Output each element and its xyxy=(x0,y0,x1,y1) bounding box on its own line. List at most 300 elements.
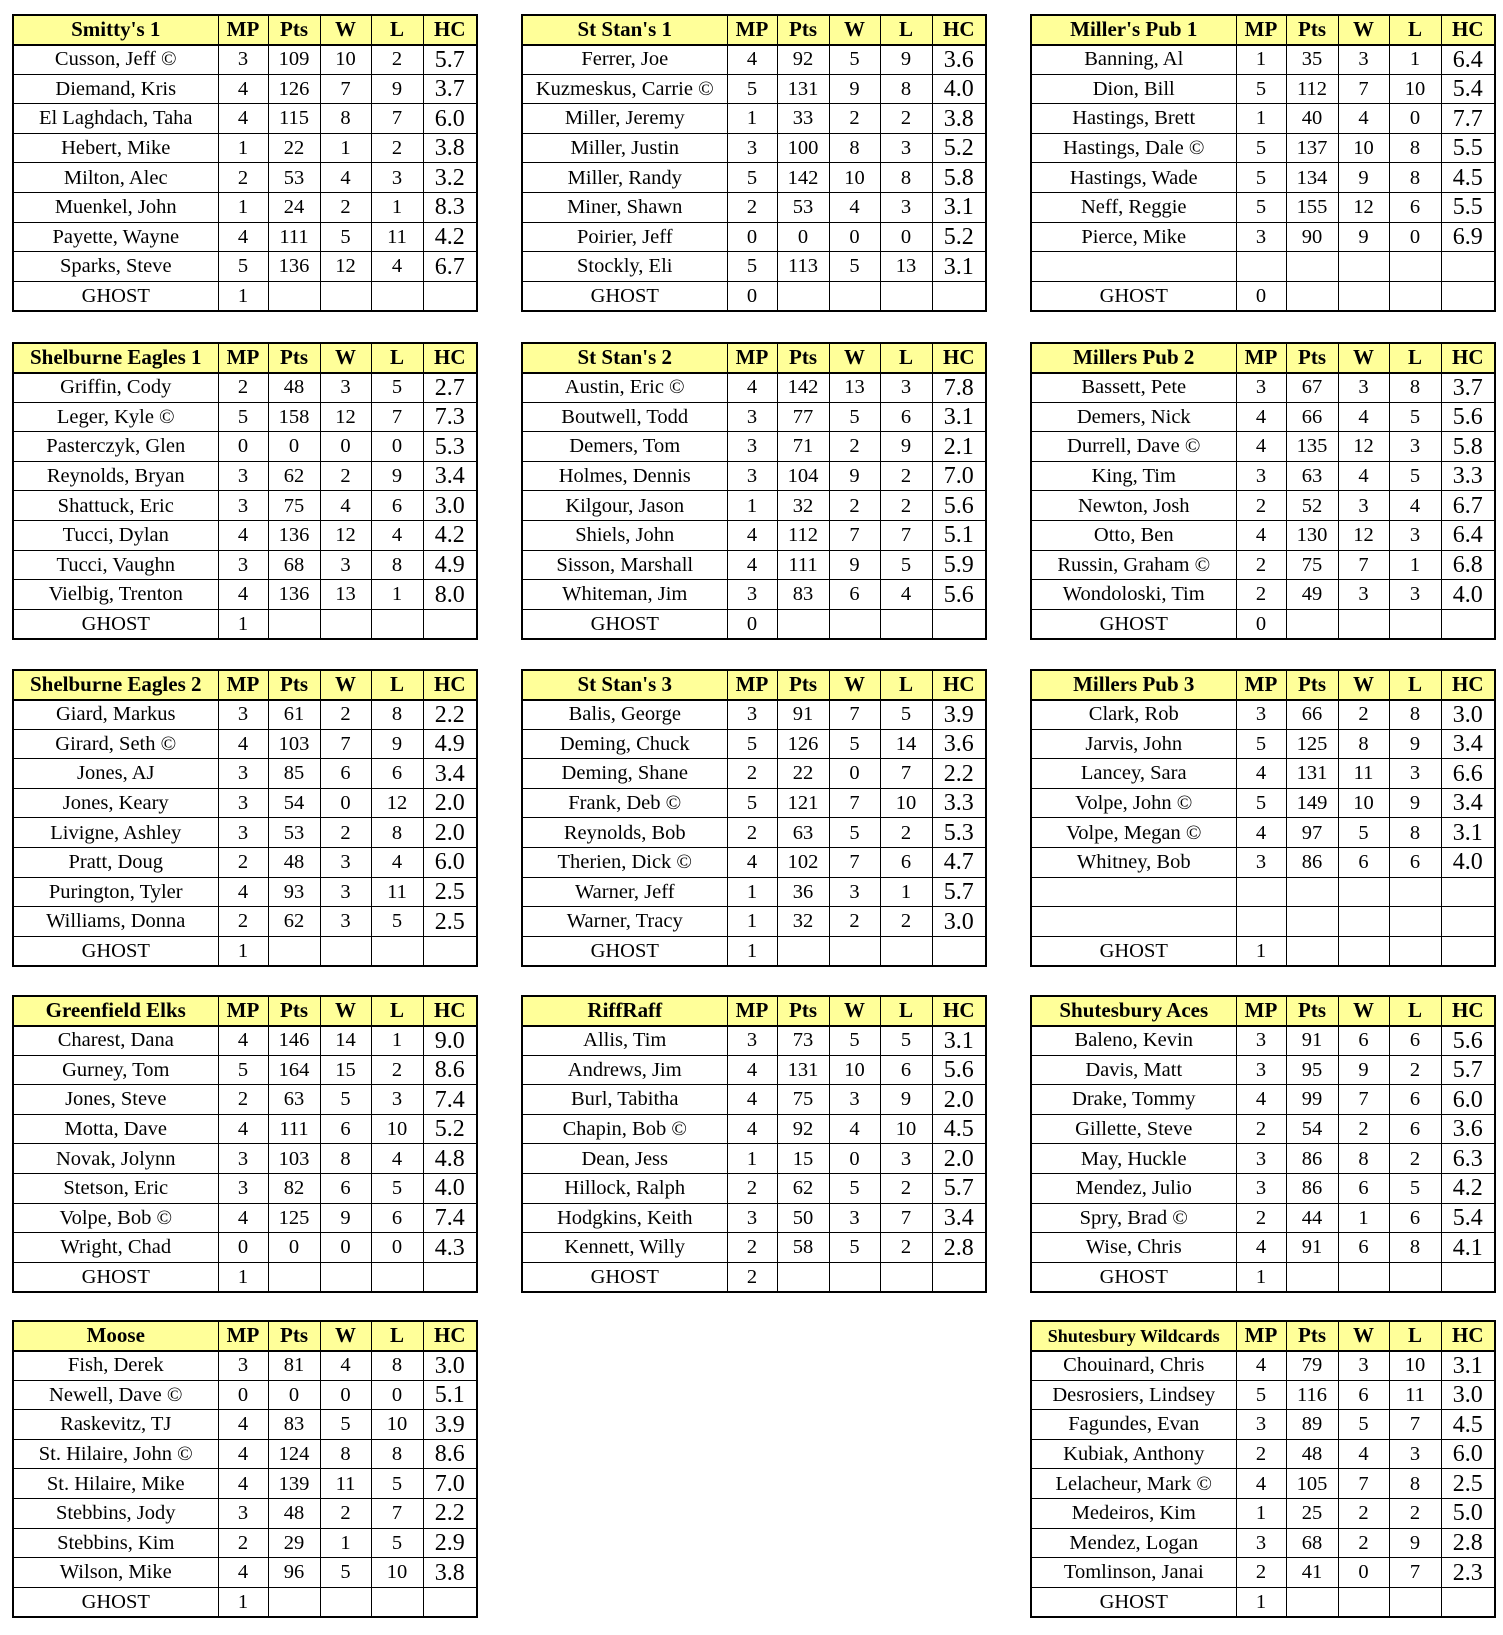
stat-pts: 22 xyxy=(268,133,320,163)
stat-l xyxy=(1389,877,1441,907)
team-name: St Stan's 2 xyxy=(522,343,727,373)
stat-hc xyxy=(423,1262,477,1292)
player-name: Allis, Tim xyxy=(522,1026,727,1056)
stat-hc: 2.0 xyxy=(932,1085,986,1115)
team-table-shelburne-eagles-2 xyxy=(12,669,478,967)
player-row xyxy=(13,222,477,252)
stat-pts: 0 xyxy=(268,1233,320,1263)
stat-hc: 7.0 xyxy=(932,461,986,491)
player-row xyxy=(13,1469,477,1499)
column-header-pts: Pts xyxy=(1286,1321,1338,1351)
player-row xyxy=(13,877,477,907)
player-row xyxy=(522,877,986,907)
player-name: Stebbins, Kim xyxy=(13,1528,218,1558)
stat-mp: 3 xyxy=(218,1144,268,1174)
stat-l: 5 xyxy=(1389,461,1441,491)
stat-pts xyxy=(1286,936,1338,966)
player-row xyxy=(13,104,477,134)
player-row xyxy=(13,1114,477,1144)
player-name: Burl, Tabitha xyxy=(522,1085,727,1115)
player-row xyxy=(13,700,477,730)
stat-l: 4 xyxy=(1389,491,1441,521)
stat-w xyxy=(320,1587,371,1617)
stat-pts: 58 xyxy=(777,1233,829,1263)
stat-mp: 4 xyxy=(218,1469,268,1499)
column-header-l: L xyxy=(1389,1321,1441,1351)
stat-hc: 2.5 xyxy=(1441,1469,1495,1499)
stat-l xyxy=(371,1262,423,1292)
player-row xyxy=(13,1026,477,1056)
stat-l: 6 xyxy=(1389,193,1441,223)
player-row xyxy=(1031,373,1495,403)
stat-l: 4 xyxy=(371,848,423,878)
ghost-row xyxy=(13,281,477,311)
player-name: Miller, Jeremy xyxy=(522,104,727,134)
stat-pts: 125 xyxy=(1286,729,1338,759)
player-row xyxy=(13,402,477,432)
player-name: Davis, Matt xyxy=(1031,1055,1236,1085)
ghost-row xyxy=(1031,281,1495,311)
stat-mp: 2 xyxy=(727,1233,777,1263)
stat-hc: 2.2 xyxy=(423,1499,477,1529)
stat-w xyxy=(1338,1262,1389,1292)
stat-w: 10 xyxy=(829,1055,880,1085)
player-name: Pasterczyk, Glen xyxy=(13,432,218,462)
stat-pts: 73 xyxy=(777,1026,829,1056)
stat-l xyxy=(1389,281,1441,311)
stat-pts: 82 xyxy=(268,1174,320,1204)
stat-hc: 3.3 xyxy=(932,788,986,818)
column-header-mp: MP xyxy=(1236,670,1286,700)
player-name: Payette, Wayne xyxy=(13,222,218,252)
stat-mp: 2 xyxy=(1236,1439,1286,1469)
ghost-row xyxy=(522,609,986,639)
stat-pts: 66 xyxy=(1286,700,1338,730)
stat-pts: 139 xyxy=(268,1469,320,1499)
player-name: Kennett, Willy xyxy=(522,1233,727,1263)
player-row xyxy=(1031,252,1495,282)
player-name: Tomlinson, Janai xyxy=(1031,1558,1236,1588)
stat-hc: 6.4 xyxy=(1441,45,1495,75)
player-name: Baleno, Kevin xyxy=(1031,1026,1236,1056)
stat-l: 3 xyxy=(371,1085,423,1115)
stat-hc: 8.6 xyxy=(423,1439,477,1469)
team-name: St Stan's 1 xyxy=(522,15,727,45)
stat-w: 13 xyxy=(320,580,371,610)
player-row xyxy=(13,521,477,551)
stat-hc: 5.8 xyxy=(932,163,986,193)
player-row xyxy=(522,133,986,163)
player-name: Lancey, Sara xyxy=(1031,759,1236,789)
stat-w: 6 xyxy=(1338,1026,1389,1056)
stat-w xyxy=(829,609,880,639)
player-row xyxy=(1031,163,1495,193)
stat-pts: 135 xyxy=(1286,432,1338,462)
stat-hc: 4.0 xyxy=(1441,580,1495,610)
stat-hc: 2.0 xyxy=(423,788,477,818)
stat-l: 0 xyxy=(371,432,423,462)
column-header-w: W xyxy=(1338,1321,1389,1351)
stat-mp: 3 xyxy=(1236,461,1286,491)
stat-w: 4 xyxy=(829,193,880,223)
stat-w: 0 xyxy=(320,1380,371,1410)
stat-l: 8 xyxy=(371,1439,423,1469)
stat-mp: 3 xyxy=(218,45,268,75)
stat-l: 10 xyxy=(371,1558,423,1588)
team-table-moose xyxy=(12,1320,478,1618)
stat-pts xyxy=(1286,907,1338,937)
player-name: Ferrer, Joe xyxy=(522,45,727,75)
stat-w: 8 xyxy=(1338,1144,1389,1174)
stat-hc: 2.8 xyxy=(932,1233,986,1263)
stat-hc: 3.7 xyxy=(1441,373,1495,403)
stat-w: 7 xyxy=(829,788,880,818)
stat-mp: 3 xyxy=(218,700,268,730)
stat-w: 2 xyxy=(320,193,371,223)
player-row xyxy=(1031,133,1495,163)
stat-hc xyxy=(1441,1262,1495,1292)
stat-hc: 6.0 xyxy=(1441,1085,1495,1115)
team-table-smitty-s-1 xyxy=(12,14,478,312)
stat-hc: 4.5 xyxy=(932,1114,986,1144)
player-name: GHOST xyxy=(1031,609,1236,639)
player-name: Hastings, Brett xyxy=(1031,104,1236,134)
player-name: Balis, George xyxy=(522,700,727,730)
stat-pts: 62 xyxy=(268,461,320,491)
stat-hc xyxy=(423,609,477,639)
stat-pts: 91 xyxy=(1286,1026,1338,1056)
stat-w: 6 xyxy=(1338,848,1389,878)
player-name: Gurney, Tom xyxy=(13,1055,218,1085)
stat-l: 5 xyxy=(371,1528,423,1558)
player-row xyxy=(13,1174,477,1204)
stat-l: 11 xyxy=(371,222,423,252)
stat-w: 10 xyxy=(1338,788,1389,818)
stat-mp: 4 xyxy=(218,74,268,104)
player-name: Andrews, Jim xyxy=(522,1055,727,1085)
column-header-mp: MP xyxy=(1236,15,1286,45)
stat-w: 6 xyxy=(829,580,880,610)
stat-w: 2 xyxy=(1338,1528,1389,1558)
stat-hc: 5.9 xyxy=(932,550,986,580)
stat-l: 9 xyxy=(371,729,423,759)
player-row xyxy=(522,252,986,282)
stat-mp: 4 xyxy=(1236,402,1286,432)
player-row xyxy=(13,491,477,521)
column-header-hc: HC xyxy=(423,996,477,1026)
stat-l: 9 xyxy=(1389,729,1441,759)
player-row xyxy=(522,729,986,759)
player-name: Kuzmeskus, Carrie © xyxy=(522,74,727,104)
player-name: GHOST xyxy=(1031,1262,1236,1292)
stat-mp: 4 xyxy=(218,222,268,252)
player-row xyxy=(1031,104,1495,134)
column-header-hc: HC xyxy=(1441,1321,1495,1351)
player-row xyxy=(1031,1380,1495,1410)
stat-mp: 3 xyxy=(218,461,268,491)
stat-hc: 4.2 xyxy=(423,222,477,252)
team-name: Moose xyxy=(13,1321,218,1351)
stat-l: 4 xyxy=(371,521,423,551)
stat-hc: 5.1 xyxy=(423,1380,477,1410)
stat-hc: 4.8 xyxy=(423,1144,477,1174)
stat-l: 9 xyxy=(1389,1528,1441,1558)
player-row xyxy=(13,848,477,878)
stat-pts xyxy=(777,1262,829,1292)
column-header-hc: HC xyxy=(423,15,477,45)
player-name: Hastings, Wade xyxy=(1031,163,1236,193)
stat-pts: 71 xyxy=(777,432,829,462)
player-name: Stetson, Eric xyxy=(13,1174,218,1204)
column-header-l: L xyxy=(880,996,932,1026)
stat-pts: 66 xyxy=(1286,402,1338,432)
player-row xyxy=(13,1233,477,1263)
column-header-w: W xyxy=(320,670,371,700)
stat-pts: 50 xyxy=(777,1203,829,1233)
stat-mp: 4 xyxy=(1236,1085,1286,1115)
stat-w: 7 xyxy=(829,521,880,551)
stat-hc: 3.1 xyxy=(1441,818,1495,848)
stat-mp: 4 xyxy=(1236,432,1286,462)
stat-l: 9 xyxy=(1389,788,1441,818)
column-header-l: L xyxy=(880,343,932,373)
column-header-pts: Pts xyxy=(268,15,320,45)
stat-l: 1 xyxy=(371,193,423,223)
player-name: Volpe, Megan © xyxy=(1031,818,1236,848)
stat-hc: 7.8 xyxy=(932,373,986,403)
stat-hc: 6.0 xyxy=(423,104,477,134)
stat-pts: 25 xyxy=(1286,1499,1338,1529)
stat-pts: 53 xyxy=(777,193,829,223)
stat-w xyxy=(1338,609,1389,639)
player-name: Tucci, Vaughn xyxy=(13,550,218,580)
stat-l: 8 xyxy=(1389,1233,1441,1263)
player-name: Lelacheur, Mark © xyxy=(1031,1469,1236,1499)
column-header-hc: HC xyxy=(1441,343,1495,373)
stat-hc: 6.7 xyxy=(1441,491,1495,521)
stat-pts: 53 xyxy=(268,163,320,193)
stat-mp: 3 xyxy=(218,491,268,521)
stat-mp: 1 xyxy=(218,1587,268,1617)
stat-w xyxy=(320,936,371,966)
stat-hc xyxy=(1441,936,1495,966)
player-row xyxy=(13,1439,477,1469)
column-header-mp: MP xyxy=(218,343,268,373)
stat-mp: 4 xyxy=(218,729,268,759)
stat-l: 2 xyxy=(880,1233,932,1263)
stat-mp: 3 xyxy=(727,580,777,610)
player-name: Jones, Steve xyxy=(13,1085,218,1115)
column-header-pts: Pts xyxy=(268,1321,320,1351)
stat-pts: 103 xyxy=(268,1144,320,1174)
player-row xyxy=(13,788,477,818)
stat-l: 12 xyxy=(371,788,423,818)
player-row xyxy=(13,193,477,223)
column-header-mp: MP xyxy=(218,996,268,1026)
stat-w: 9 xyxy=(829,74,880,104)
stat-hc: 7.4 xyxy=(423,1203,477,1233)
player-row xyxy=(13,1085,477,1115)
stat-l: 5 xyxy=(371,1174,423,1204)
player-name xyxy=(1031,252,1236,282)
player-name: Banning, Al xyxy=(1031,45,1236,75)
stat-mp: 3 xyxy=(727,700,777,730)
stat-mp: 0 xyxy=(218,432,268,462)
player-name: Giard, Markus xyxy=(13,700,218,730)
player-name: El Laghdach, Taha xyxy=(13,104,218,134)
stat-hc: 3.2 xyxy=(423,163,477,193)
player-row xyxy=(1031,74,1495,104)
stat-hc: 8.0 xyxy=(423,580,477,610)
team-name: Shelburne Eagles 1 xyxy=(13,343,218,373)
stat-w: 3 xyxy=(1338,373,1389,403)
player-row xyxy=(1031,818,1495,848)
stat-hc: 3.8 xyxy=(423,133,477,163)
stat-pts: 109 xyxy=(268,45,320,75)
stat-hc xyxy=(1441,252,1495,282)
player-row xyxy=(522,848,986,878)
stat-mp: 1 xyxy=(1236,936,1286,966)
stat-w: 11 xyxy=(320,1469,371,1499)
stat-w: 9 xyxy=(829,550,880,580)
player-name: Stebbins, Jody xyxy=(13,1499,218,1529)
stat-mp: 3 xyxy=(218,550,268,580)
stat-pts: 44 xyxy=(1286,1203,1338,1233)
column-header-mp: MP xyxy=(1236,1321,1286,1351)
stat-hc: 3.6 xyxy=(1441,1114,1495,1144)
stat-mp: 3 xyxy=(218,818,268,848)
player-name: Bassett, Pete xyxy=(1031,373,1236,403)
stat-hc xyxy=(1441,877,1495,907)
stat-l: 2 xyxy=(1389,1499,1441,1529)
stat-mp: 2 xyxy=(218,907,268,937)
stat-hc: 3.3 xyxy=(1441,461,1495,491)
stat-w: 3 xyxy=(320,877,371,907)
column-header-w: W xyxy=(1338,343,1389,373)
column-header-l: L xyxy=(371,15,423,45)
team-name: Shelburne Eagles 2 xyxy=(13,670,218,700)
stat-w: 3 xyxy=(320,907,371,937)
column-header-l: L xyxy=(371,1321,423,1351)
team-name: Shutesbury Wildcards xyxy=(1031,1321,1236,1351)
player-row xyxy=(1031,1144,1495,1174)
stat-pts: 48 xyxy=(268,848,320,878)
stat-w: 0 xyxy=(829,759,880,789)
stat-hc xyxy=(932,1262,986,1292)
stat-mp: 4 xyxy=(218,877,268,907)
stat-pts: 111 xyxy=(777,550,829,580)
stat-mp: 5 xyxy=(1236,163,1286,193)
stat-w: 2 xyxy=(320,461,371,491)
stat-l: 8 xyxy=(371,818,423,848)
player-row xyxy=(13,550,477,580)
stat-hc: 5.6 xyxy=(1441,402,1495,432)
player-name: GHOST xyxy=(13,609,218,639)
player-row xyxy=(13,818,477,848)
stat-mp: 4 xyxy=(727,45,777,75)
stat-mp: 4 xyxy=(727,1085,777,1115)
stat-mp: 3 xyxy=(1236,373,1286,403)
stat-mp: 3 xyxy=(218,759,268,789)
stat-l: 2 xyxy=(880,104,932,134)
player-row xyxy=(1031,1085,1495,1115)
stat-w: 1 xyxy=(1338,1203,1389,1233)
stat-hc: 7.3 xyxy=(423,402,477,432)
team-table-greenfield-elks xyxy=(12,995,478,1293)
stat-l: 10 xyxy=(1389,74,1441,104)
stat-l: 6 xyxy=(371,759,423,789)
stat-mp: 1 xyxy=(218,609,268,639)
stat-mp: 4 xyxy=(1236,521,1286,551)
player-name: GHOST xyxy=(522,281,727,311)
player-name: Cusson, Jeff © xyxy=(13,45,218,75)
column-header-pts: Pts xyxy=(1286,996,1338,1026)
column-header-l: L xyxy=(371,670,423,700)
stat-mp: 2 xyxy=(218,1085,268,1115)
player-row xyxy=(522,580,986,610)
player-row xyxy=(1031,193,1495,223)
stat-hc: 3.1 xyxy=(932,1026,986,1056)
stat-mp: 2 xyxy=(1236,550,1286,580)
stat-l: 13 xyxy=(880,252,932,282)
player-name: Russin, Graham © xyxy=(1031,550,1236,580)
column-header-hc: HC xyxy=(423,670,477,700)
header-row xyxy=(13,343,477,373)
stat-pts xyxy=(1286,609,1338,639)
stat-l: 7 xyxy=(880,1203,932,1233)
stat-hc: 6.3 xyxy=(1441,1144,1495,1174)
stat-hc: 3.8 xyxy=(423,1558,477,1588)
player-name: GHOST xyxy=(1031,1587,1236,1617)
stat-l: 5 xyxy=(880,700,932,730)
stat-w: 3 xyxy=(320,373,371,403)
stat-l: 7 xyxy=(880,759,932,789)
column-header-mp: MP xyxy=(727,996,777,1026)
stat-mp: 1 xyxy=(218,1262,268,1292)
player-name: Desrosiers, Lindsey xyxy=(1031,1380,1236,1410)
stat-mp: 3 xyxy=(218,1174,268,1204)
stat-hc: 9.0 xyxy=(423,1026,477,1056)
player-name: Reynolds, Bryan xyxy=(13,461,218,491)
stat-hc: 3.1 xyxy=(932,402,986,432)
stat-pts: 134 xyxy=(1286,163,1338,193)
stat-w: 4 xyxy=(1338,1439,1389,1469)
player-row xyxy=(522,491,986,521)
stat-hc: 2.5 xyxy=(423,877,477,907)
stat-w: 5 xyxy=(829,729,880,759)
column-header-l: L xyxy=(1389,670,1441,700)
stat-w: 2 xyxy=(320,1499,371,1529)
stat-hc: 8.6 xyxy=(423,1055,477,1085)
player-name: Chouinard, Chris xyxy=(1031,1351,1236,1381)
stat-pts: 102 xyxy=(777,848,829,878)
stat-l: 5 xyxy=(371,907,423,937)
player-row xyxy=(1031,1203,1495,1233)
stat-w: 9 xyxy=(829,461,880,491)
player-name: Whitney, Bob xyxy=(1031,848,1236,878)
stat-mp: 2 xyxy=(1236,1558,1286,1588)
player-name: Miller, Randy xyxy=(522,163,727,193)
stat-l: 3 xyxy=(1389,759,1441,789)
stat-mp: 2 xyxy=(218,163,268,193)
player-row xyxy=(522,432,986,462)
stat-l: 8 xyxy=(1389,373,1441,403)
player-name: Deming, Shane xyxy=(522,759,727,789)
stat-l: 10 xyxy=(371,1410,423,1440)
player-row xyxy=(522,222,986,252)
player-row xyxy=(1031,1114,1495,1144)
ghost-row xyxy=(13,609,477,639)
